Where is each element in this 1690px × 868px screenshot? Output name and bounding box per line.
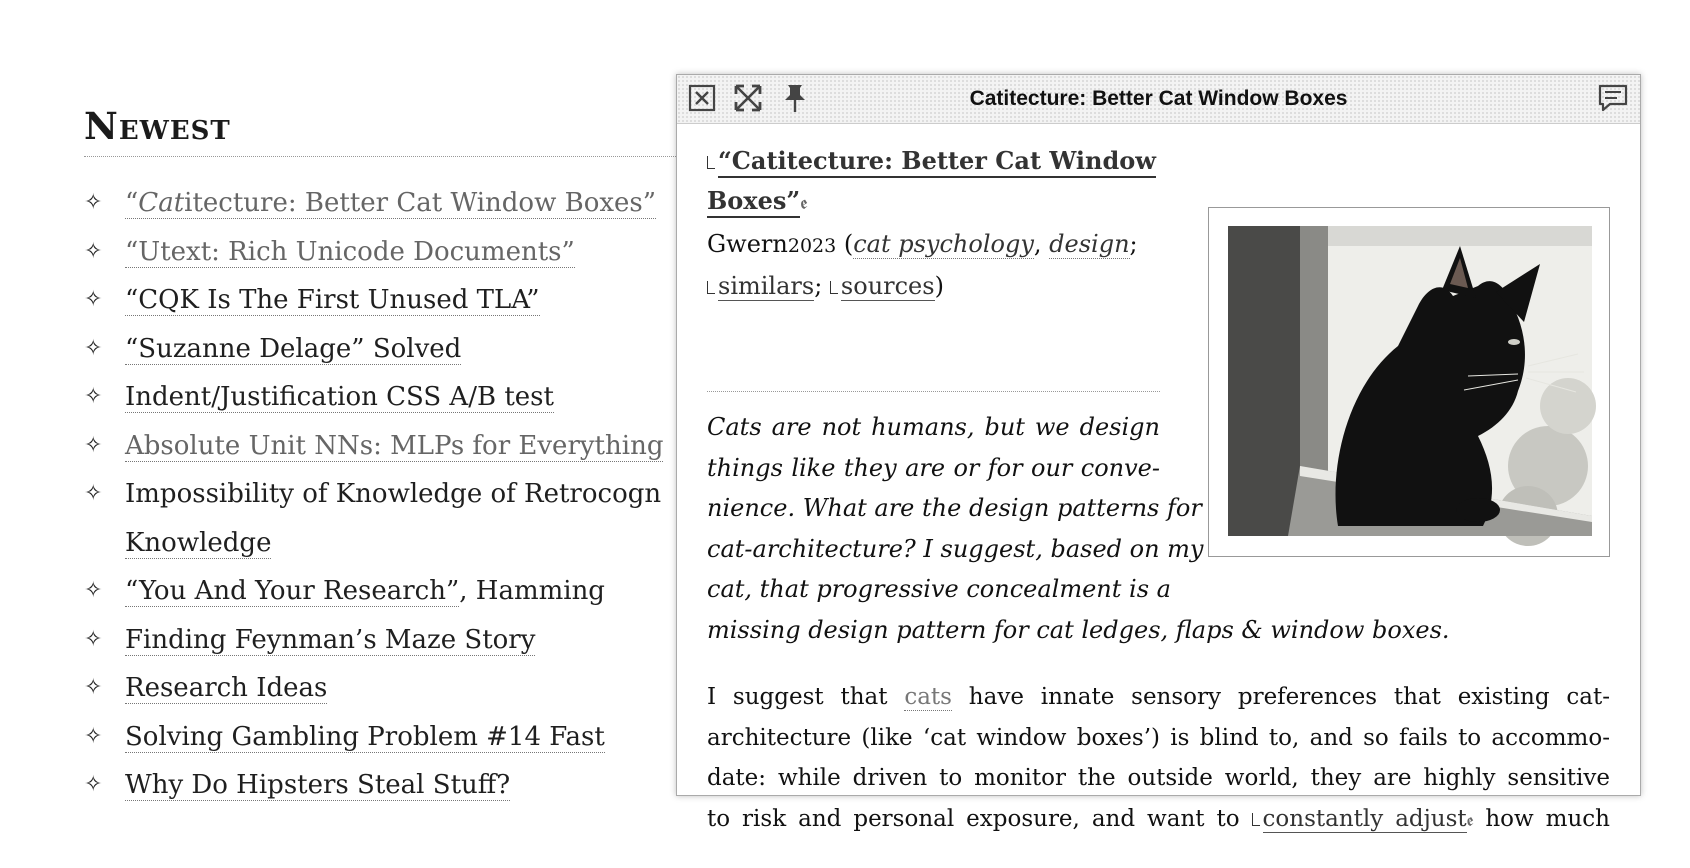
link-catitecture[interactable]: “Catitecture: Better Cat Window Boxes” — [125, 188, 657, 218]
sparkle-bullet-icon: ✧ — [84, 190, 103, 215]
sparkle-bullet-icon: ✧ — [84, 578, 103, 603]
item-suffix: , Hamming — [459, 576, 605, 606]
link-hipsters[interactable]: Why Do Hipsters Steal Stuff? — [125, 770, 511, 800]
body-line: to risk and personal exposure, and want to constantly adjust𝖊 how much — [707, 805, 1610, 832]
entry-title-link[interactable]: “Catitecture: Better Cat Window Boxes”𝖊 — [707, 141, 1177, 224]
popup-title: Catitecture: Better Cat Window Boxes — [969, 87, 1348, 110]
constantly-adjust-link[interactable]: constantly adjust — [1262, 805, 1467, 832]
abstract: Cats are not humans, but we design things like they are or for our conve- nience. What are the design patterns for cat-architecture? I suggest, based on my cat, that progressive concealment is a missing design pattern for cat ledges, flaps & window boxes. — [707, 413, 1450, 644]
link-bracket-icon — [707, 281, 715, 294]
popup-body — [707, 123, 1611, 832]
similars-link[interactable]: similars — [718, 272, 815, 300]
author: Gwern — [707, 230, 788, 258]
list-item — [84, 713, 704, 762]
entry-meta: Gwern2023 (cat psychology, design; — [707, 230, 1138, 258]
link-indent-justification[interactable]: Indent/Justification CSS A/B test — [125, 382, 554, 412]
gwern-g-icon: 𝖊 — [800, 193, 808, 214]
list-item — [84, 179, 704, 228]
comment-icon[interactable] — [1598, 83, 1628, 113]
link-feynman-maze[interactable]: Finding Feynman’s Maze Story — [125, 624, 536, 655]
link-cqk[interactable]: “CQK Is The First Unused TLA” — [125, 285, 540, 315]
link-gambling-problem[interactable]: Solving Gambling Problem #14 Fast — [125, 721, 605, 752]
list-item — [84, 276, 704, 325]
list-item — [84, 567, 704, 616]
link-retrocognition[interactable]: Impossibility of Knowledge of Retrocogn Knowledge — [125, 470, 704, 559]
entry-links: similars; sources) — [707, 266, 1177, 306]
list-item — [84, 470, 704, 567]
link-suzanne-delage[interactable]: “Suzanne Delage” Solved — [125, 333, 462, 364]
tag-design[interactable]: design — [1049, 230, 1130, 258]
list-item — [84, 664, 704, 713]
popup-titlebar[interactable] — [677, 75, 1640, 124]
link-utext[interactable]: “Utext: Rich Unicode Documents” — [125, 236, 575, 267]
sparkle-bullet-icon: ✧ — [84, 723, 103, 749]
sparkle-bullet-icon: ✧ — [84, 626, 103, 652]
sparkle-bullet-icon: ✧ — [84, 384, 103, 409]
link-research-ideas[interactable]: Research Ideas — [125, 673, 328, 703]
body-line: I suggest that cats have innate sensory preferences that existing cat- — [707, 684, 1611, 710]
gwern-g-icon: 𝖊 — [1466, 810, 1474, 831]
sparkle-bullet-icon: ✧ — [84, 335, 103, 361]
sources-link[interactable]: sources — [840, 272, 935, 300]
list-item — [84, 616, 704, 665]
sparkle-bullet-icon: ✧ — [84, 238, 103, 264]
link-bracket-icon — [1252, 813, 1260, 826]
cats-link[interactable]: cats — [904, 684, 952, 710]
sparkle-bullet-icon: ✧ — [84, 675, 103, 700]
list-item — [84, 228, 704, 277]
list-item — [84, 373, 704, 422]
body-line: date: while driven to monitor the outside world, they are highly sensitive — [707, 765, 1610, 791]
sparkle-bullet-icon: ✧ — [84, 287, 103, 312]
body-line: architecture (like ‘cat window boxes’) is blind to, and so fails to accommo- — [707, 724, 1610, 751]
newest-section — [84, 104, 704, 810]
sparkle-bullet-icon: ✧ — [84, 481, 103, 506]
link-bracket-icon — [830, 281, 838, 294]
newest-heading: Newest — [84, 108, 884, 157]
entry-header — [707, 141, 1177, 306]
tag-cat-psychology[interactable]: cat psychology — [853, 230, 1034, 258]
sparkle-bullet-icon: ✧ — [84, 432, 103, 458]
link-you-and-your-research[interactable]: “You And Your Research” — [125, 576, 460, 606]
list-item — [84, 761, 704, 810]
sparkle-bullet-icon: ✧ — [84, 772, 103, 797]
year: 2023 — [787, 235, 837, 257]
link-absolute-unit[interactable]: Absolute Unit NNs: MLPs for Everything — [125, 430, 664, 461]
list-item — [84, 325, 704, 374]
list-item — [84, 422, 704, 471]
divider — [707, 391, 1160, 392]
popup-window — [676, 74, 1641, 832]
link-bracket-icon — [707, 156, 715, 169]
newest-list — [84, 179, 704, 810]
body-text — [707, 677, 1610, 841]
